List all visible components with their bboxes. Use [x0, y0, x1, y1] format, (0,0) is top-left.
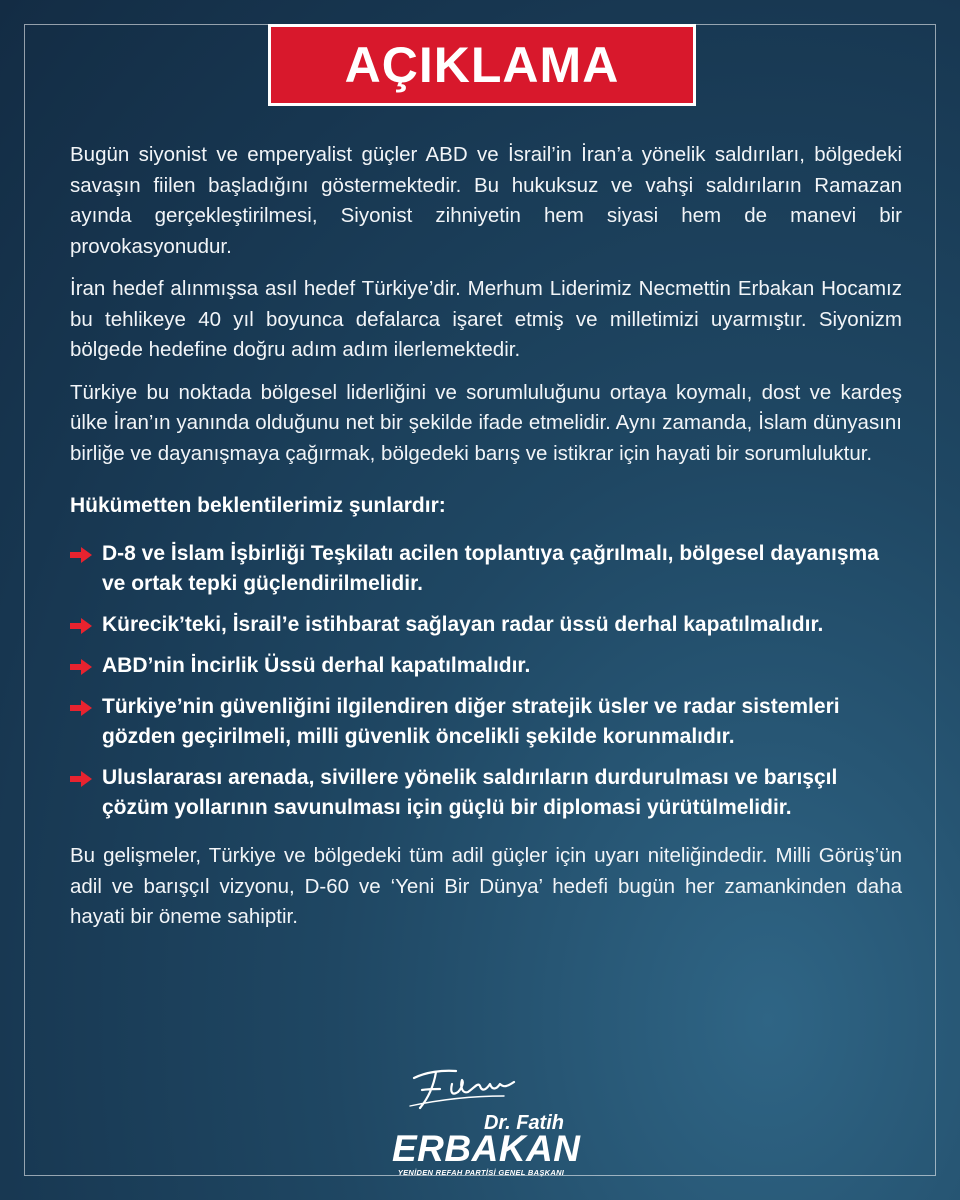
list-item: [70, 610, 902, 640]
signature-block: [390, 1062, 581, 1182]
paragraph: Bugün siyonist ve emperyalist güçler ABD ve İsrail’in İran’a yönelik saldırıları, bölgedeki savaşın fiilen başladığını göstermektedir. Bu hukuksuz ve vahşi saldırıların Ramazan ayında gerçekleştirilmesi, Siyonist zihniyetin hem siyasi hem de manevi bir provokasyonudur.: [70, 143, 902, 258]
list-item-text: Kürecik’teki, İsrail’e istihbarat sağlayan radar üssü derhal kapatılmalıdır.: [102, 613, 824, 636]
arrow-right-icon: [70, 651, 102, 681]
list-item-text: ABD’nin İncirlik Üssü derhal kapatılmalıdır.: [102, 654, 531, 677]
closing-paragraph: Bu gelişmeler, Türkiye ve bölgedeki tüm adil güçler için uyarı niteliğindedir. Milli Görüş’ün adil ve barışçıl vizyonu, D-60 ve ‘Yeni Bir Dünya’ hedefi bugün her zamankinden daha hayati bir öneme sahiptir.: [70, 844, 902, 928]
signature-title: YENİDEN REFAH PARTİSİ GENEL BAŞKANI: [397, 1168, 565, 1177]
list-item: [70, 651, 902, 681]
expectations-heading: Hükümetten beklentilerimiz şunlardır:: [70, 494, 446, 517]
expectations-list: [70, 539, 902, 823]
paragraph: İran hedef alınmışsa asıl hedef Türkiye’dir. Merhum Liderimiz Necmettin Erbakan Hocamız bu tehlikeye 40 yıl boyunca defalarca işaret etmiş ve milletimizi uyarmıştır. Siyonizm bölgede hedefine doğru adım adım ilerlemektedir.: [70, 277, 902, 361]
arrow-right-icon: [70, 610, 102, 640]
handwritten-signature: [408, 1062, 538, 1114]
signature-prefix: Dr. Fatih: [483, 1112, 564, 1134]
page-title: AÇIKLAMA: [344, 37, 620, 93]
list-item-text: Türkiye’nin güvenliğini ilgilendiren diğer stratejik üsler ve radar sistemleri gözden geçirilmeli, milli güvenlik öncelikli şekilde korunmalıdır.: [102, 695, 840, 748]
list-item: [70, 692, 902, 752]
list-item: [70, 539, 902, 599]
title-banner: [268, 24, 696, 106]
statement-body: [70, 140, 902, 945]
signature-name: ERBAKAN: [392, 1128, 581, 1169]
arrow-right-icon: [70, 763, 102, 793]
list-item-text: Uluslararası arenada, sivillere yönelik saldırıların durdurulması ve barışçıl çözüm yollarının savunulması için güçlü bir diplomasi yürütülmelidir.: [102, 766, 838, 819]
list-item: [70, 763, 902, 823]
list-item-text: D-8 ve İslam İşbirliği Teşkilatı acilen toplantıya çağrılmalı, bölgesel dayanışma ve ortak tepki güçlendirilmelidir.: [102, 542, 879, 595]
arrow-right-icon: [70, 692, 102, 722]
paragraph: Türkiye bu noktada bölgesel liderliğini ve sorumluluğunu ortaya koymalı, dost ve kardeş ülke İran’ın yanında olduğunu net bir şekilde ifade etmelidir. Aynı zamanda, İslam dünyasını birliğe ve dayanışmaya çağırmak, bölgedeki barış ve istikrar için hayati bir sorumluluktur.: [70, 380, 902, 465]
arrow-right-icon: [70, 539, 102, 569]
